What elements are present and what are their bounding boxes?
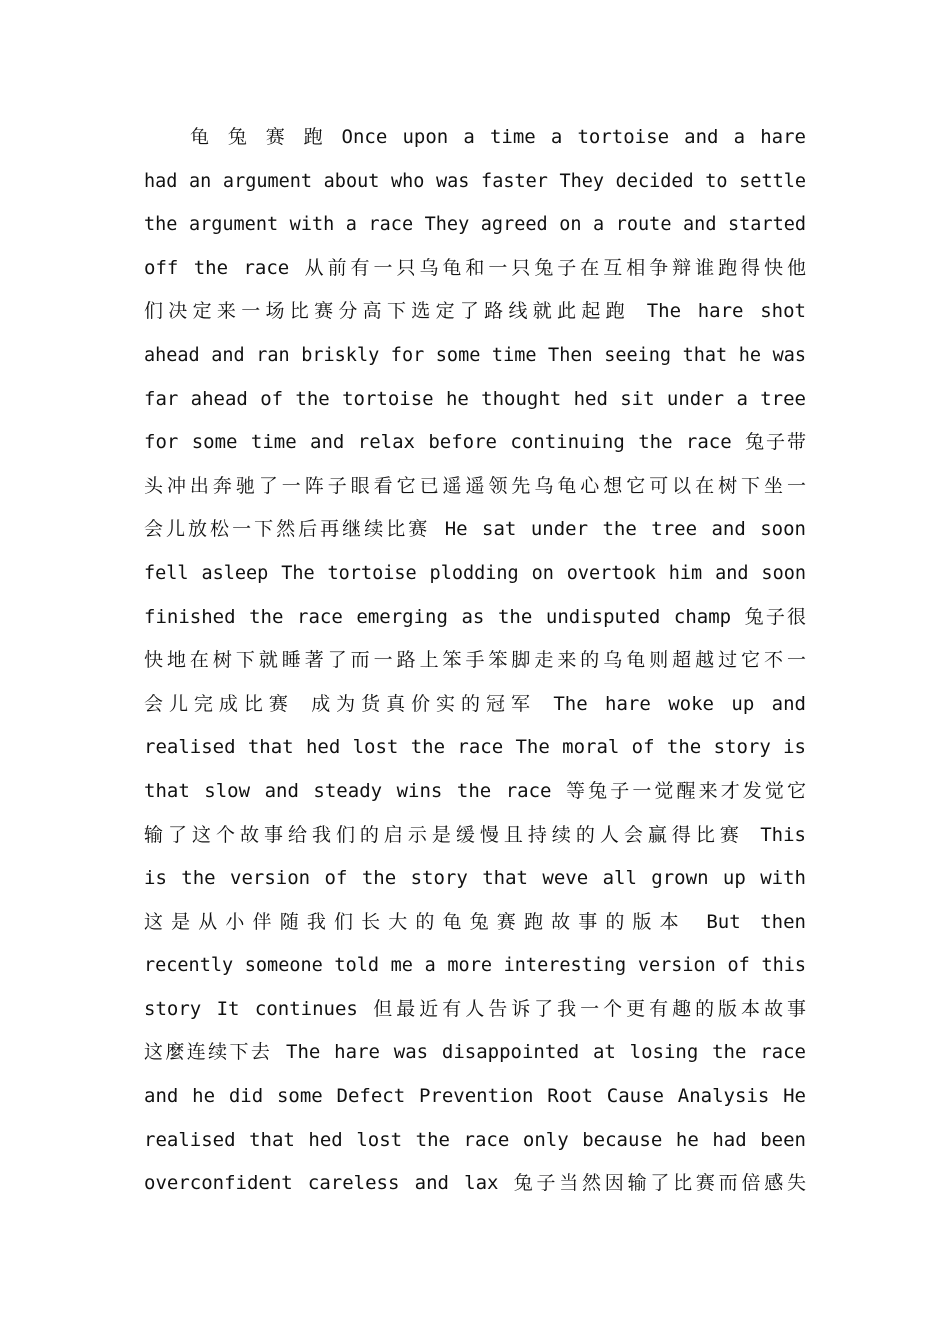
text-line: 会儿完成比赛 成为货真价实的冠军 The hare woke up and — [144, 692, 806, 715]
text-line: 这麼连续下去 The hare was disappointed at losing the race — [144, 1041, 806, 1064]
text-line: ahead and ran briskly for some time Then seeing that he was — [144, 344, 806, 366]
text-line: far ahead of the tortoise he thought hed sit under a tree — [144, 387, 806, 410]
text-line: overconfident careless and lax 兔子当然因输了比赛而倍感失 — [144, 1172, 806, 1195]
text-line: had an argument about who was faster They decided to settle — [144, 170, 806, 192]
text-line: for some time and relax before continuing the race 兔子带 — [144, 431, 806, 454]
text-line: finished the race emerging as the undisputed champ 兔子很 — [144, 605, 806, 628]
text-line: realised that hed lost the race only because he had been — [144, 1128, 806, 1151]
text-line: 这是从小伴随我们长大的龟兔赛跑故事的版本 But then — [144, 910, 806, 933]
text-line: 快地在树下就睡著了而一路上笨手笨脚走来的乌龟则超越过它不一 — [144, 649, 806, 672]
text-line: the argument with a race They agreed on a route and started — [144, 214, 806, 236]
text-line: 们决定来一场比赛分高下选定了路线就此起跑 The hare shot — [144, 300, 806, 323]
text-line: is the version of the story that weve all grown up with — [144, 867, 806, 890]
text-line: 龟 兔 赛 跑 Once upon a time a tortoise and a hare — [190, 126, 806, 148]
text-line: realised that hed lost the race The moral of the story is — [144, 736, 806, 759]
text-line: 头冲出奔驰了一阵子眼看它已遥遥领先乌龟心想它可以在树下坐一 — [144, 474, 806, 497]
text-line: off the race 从前有一只乌龟和一只兔子在互相争辩谁跑得快他 — [144, 256, 806, 279]
text-line: and he did some Defect Prevention Root Cause Analysis He — [144, 1085, 806, 1108]
text-line: fell asleep The tortoise plodding on overtook him and soon — [144, 562, 806, 584]
text-line: 输了这个故事给我们的启示是缓慢且持续的人会赢得比赛 This — [144, 823, 806, 846]
text-line: that slow and steady wins the race 等兔子一觉醒来才发觉它 — [144, 779, 806, 802]
text-line: 会儿放松一下然后再继续比赛 He sat under the tree and soon — [144, 518, 806, 541]
text-line: recently someone told me a more interesting version of this — [144, 955, 806, 977]
document-body — [144, 116, 806, 1206]
text-line: story It continues 但最近有人告诉了我一个更有趣的版本故事 — [144, 997, 806, 1020]
